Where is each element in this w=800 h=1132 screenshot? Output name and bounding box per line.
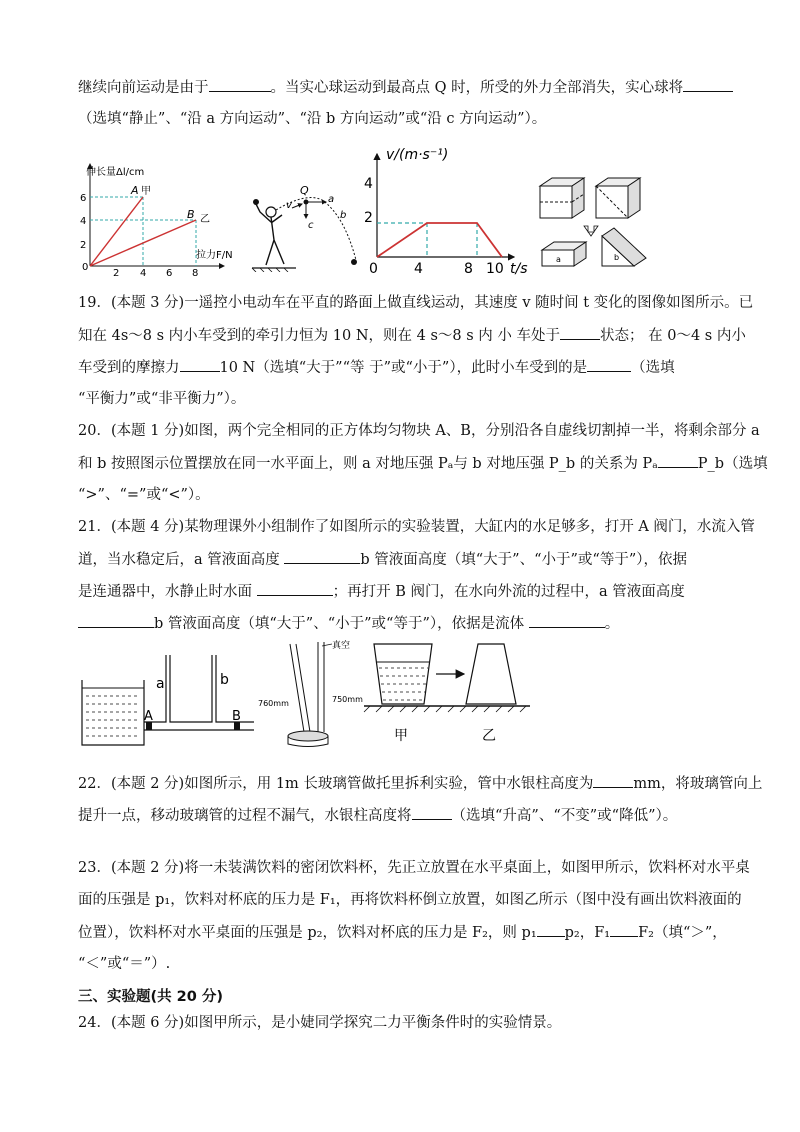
x-tick-label: 0	[369, 261, 378, 277]
text: 。	[604, 616, 620, 632]
text: 23．(本题 2 分)将一未装满饮料的密闭饮料杯，先正立放置在水平桌面上，如图甲所示，饮料杯对水平桌	[78, 860, 750, 876]
label-yi: 乙	[200, 214, 210, 225]
label-vacuum: 真空	[332, 641, 351, 651]
text: b 管液面高度（填“大于”、“小于”或“等于”），依据是流体	[154, 616, 529, 632]
answer-blank[interactable]	[78, 613, 154, 628]
spring-extension-graph	[74, 142, 244, 277]
text: “＜”或“＝”）.	[78, 956, 171, 972]
text: “平衡力”或“非平衡力”）。	[78, 391, 246, 407]
tick-label: 4	[80, 216, 87, 227]
label-b: B	[187, 208, 195, 221]
torricelli-figure	[256, 636, 368, 750]
y-tick-label: 4	[364, 176, 373, 192]
spring-y-label: 伸长量Δl/cm	[86, 167, 145, 178]
label-760mm: 760mm	[258, 699, 289, 708]
x-tick-label: 8	[464, 261, 473, 277]
text: 21．(本题 4 分)某物理课外小组制作了如图所示的实验装置，大缸内的水足够多，打开 A 阀门，水流入管	[78, 519, 755, 535]
label-jia: 甲	[394, 728, 408, 744]
tick-label: 2	[113, 268, 120, 277]
text: （选填“升高”、“不变”或“降低”）。	[451, 808, 678, 824]
text: 位置），饮料杯对水平桌面的压强是 p₂，饮料对杯底的压力是 F₂，则 p₁	[78, 925, 537, 941]
text: 车受到的摩擦力	[78, 360, 180, 376]
label-b: b	[614, 253, 620, 262]
text: 是连通器中，水静止时水面	[78, 584, 257, 600]
label-750mm: 750mm	[332, 695, 363, 704]
text-line	[78, 805, 728, 826]
tick-label: 6	[166, 268, 173, 277]
question-23	[78, 858, 750, 878]
text-line	[78, 890, 742, 910]
question-21	[78, 517, 755, 537]
answer-blank[interactable]	[257, 581, 333, 596]
text-line	[78, 549, 728, 570]
down-arrow-icon	[584, 226, 598, 236]
series-line	[377, 223, 502, 257]
text: 继续向前运动是由于	[78, 80, 209, 96]
tick-label: 4	[140, 268, 147, 277]
question-20	[78, 421, 760, 441]
text: 20．(本题 1 分)如图，两个完全相同的正方体均匀物块 A、B，分别沿各自虚线切割掉一半，将剩余部分 a	[78, 423, 760, 439]
text: （选填	[631, 360, 675, 376]
question-22	[78, 773, 763, 794]
section-heading: 三、实验题(共 20 分)	[78, 989, 224, 1005]
text: ；再打开 B 阀门，在水向外流的过程中，a 管液面高度	[332, 584, 685, 600]
answer-blank[interactable]	[593, 773, 633, 788]
text: mm，将玻璃管向上	[633, 776, 763, 792]
text-line	[78, 613, 728, 634]
text-line	[78, 922, 728, 943]
ball	[253, 199, 259, 205]
label-a: A	[131, 184, 139, 197]
label-v: v	[286, 200, 292, 211]
text: 面的压强是 p₁，饮料对杯底的压力是 F₁，再将饮料杯倒立放置，如图乙所示（图中没有画出饮料液面的	[78, 892, 742, 908]
connected-vessel-figure	[74, 650, 264, 750]
text: 道，当水稳定后，a 管液面高度	[78, 552, 285, 568]
text: “>”、“=”或“<”）。	[78, 487, 210, 503]
answer-blank[interactable]	[610, 922, 638, 937]
shot-put-figure	[246, 180, 368, 272]
label-a: a	[328, 194, 335, 205]
text: 。当实心球运动到最高点 Q 时，所受的外力全部消失，实心球将	[270, 80, 684, 96]
answer-blank[interactable]	[658, 453, 698, 468]
answer-blank[interactable]	[537, 922, 565, 937]
text: b 管液面高度（填“大于”、“小于”或“等于”），依据	[360, 552, 687, 568]
text-line	[78, 109, 728, 129]
answer-blank[interactable]	[587, 357, 631, 372]
text-line	[78, 357, 728, 378]
text: P_b（选填	[697, 456, 768, 472]
label-jia: 甲	[141, 186, 151, 197]
text: 和 b 按照图示位置摆放在同一水平面上，则 a 对地压强 Pₐ与 b 对地压强 P_b 的关系为 Pₐ	[78, 456, 658, 472]
label-valve-b: B	[232, 709, 241, 724]
answer-blank[interactable]	[560, 325, 600, 340]
x-tick-label: 4	[414, 261, 423, 277]
answer-blank[interactable]	[529, 613, 605, 628]
text: 状态； 在 0～4 s 内小	[600, 328, 746, 344]
cubes-figure	[532, 176, 672, 276]
tick-label: 0	[82, 262, 89, 273]
text: 知在 4s～8 s 内小车受到的牵引力恒为 10 N，则在 4 s～8 s 内 小 车处于	[78, 328, 561, 344]
y-axis-label: v/(m·s⁻¹)	[386, 147, 449, 163]
tick-label: 8	[192, 268, 199, 277]
text-line	[78, 325, 746, 346]
answer-blank[interactable]	[209, 77, 271, 92]
answer-blank[interactable]	[683, 77, 733, 92]
answer-blank[interactable]	[412, 805, 452, 820]
label-b: b	[340, 210, 347, 221]
text: F₂（填“＞”，	[638, 925, 727, 941]
text: p₂，F₁	[564, 925, 611, 941]
label-c: c	[308, 220, 314, 231]
text-line	[78, 77, 728, 98]
text: 22．(本题 2 分)如图所示，用 1m 长玻璃管做托里拆利实验，管中水银柱高度为	[78, 776, 594, 792]
text: 24．(本题 6 分)如图甲所示，是小婕同学探究二力平衡条件时的实验情景。	[78, 1015, 562, 1031]
text-line	[78, 453, 768, 474]
text-line	[78, 485, 728, 505]
text: （选填“静止”、“沿 a 方向运动”、“沿 b 方向运动”或“沿 c 方向运动”）。	[78, 111, 547, 127]
text: 提升一点，移动玻璃管的过程不漏气，水银柱高度将	[78, 808, 412, 824]
question-19	[78, 293, 754, 313]
label-b: b	[220, 672, 229, 688]
y-tick-label: 2	[364, 210, 373, 226]
x-axis-label: t/s	[510, 261, 528, 277]
text-line	[78, 389, 728, 409]
cups-figure	[362, 636, 532, 750]
velocity-time-chart	[364, 142, 529, 277]
text: 19．(本题 3 分)一遥控小电动车在平直的路面上做直线运动，其速度 v 随时间 t 变化的图像如图所示。已	[78, 295, 754, 311]
answer-blank[interactable]	[180, 357, 220, 372]
label-valve-a: A	[144, 709, 153, 724]
label-a: a	[556, 255, 561, 264]
text-line	[78, 581, 728, 602]
spring-x-label: 拉力F/N	[196, 250, 233, 261]
x-tick-label: 10	[486, 261, 504, 277]
person-head	[266, 207, 276, 217]
label-a: a	[156, 676, 165, 692]
text-line	[78, 954, 728, 974]
tick-label: 6	[80, 193, 87, 204]
tick-label: 2	[80, 240, 87, 251]
question-24	[78, 1013, 728, 1033]
label-yi: 乙	[482, 728, 496, 744]
text: 10 N（选填“大于”“等 于”或“小于”），此时小车受到的是	[219, 360, 588, 376]
answer-blank[interactable]	[284, 549, 360, 564]
label-q: Q	[300, 184, 309, 197]
